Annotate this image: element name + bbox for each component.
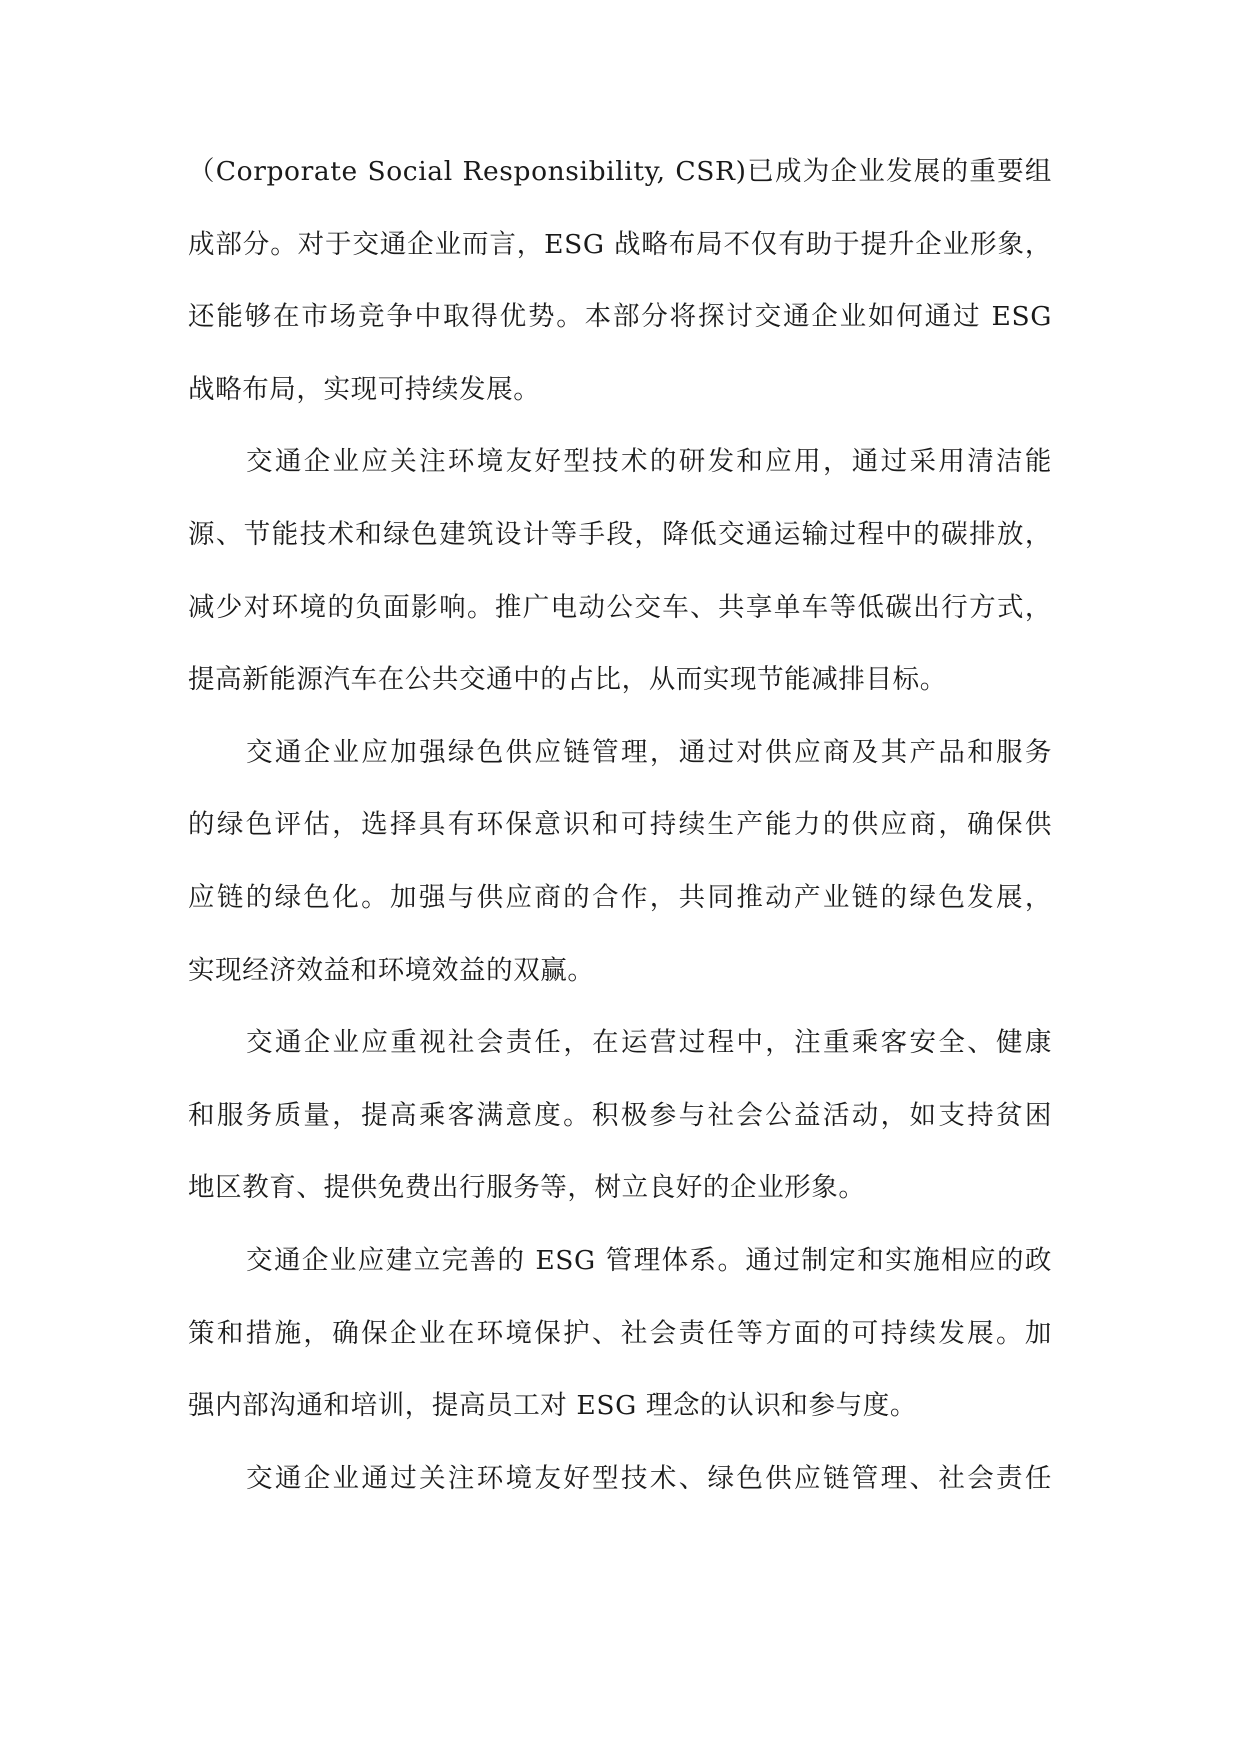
text-line: 实现经济效益和环境效益的双赢。 — [188, 954, 595, 986]
paragraph-first-line: 交通企业应关注环境友好型技术的研发和应用，通过采用清洁能 — [246, 446, 1052, 478]
text-line: 还能够在市场竞争中取得优势。本部分将探讨交通企业如何通过 ESG — [188, 301, 1052, 333]
text-line: 战略布局，实现可持续发展。 — [188, 373, 541, 405]
paragraph-first-line: 交通企业应加强绿色供应链管理，通过对供应商及其产品和服务 — [246, 736, 1052, 768]
text-line: 强内部沟通和培训，提高员工对 ESG 理念的认识和参与度。 — [188, 1390, 917, 1422]
text-line: 减少对环境的负面影响。推广电动公交车、共享单车等低碳出行方式， — [188, 591, 1052, 623]
paragraph-first-line: 交通企业通过关注环境友好型技术、绿色供应链管理、社会责任 — [246, 1462, 1052, 1494]
text-line: 提高新能源汽车在公共交通中的占比，从而实现节能减排目标。 — [188, 664, 947, 696]
text-line: （Corporate Social Responsibility, CSR)已成为企业发展的重要组 — [188, 156, 1052, 187]
document-body — [188, 146, 1052, 1525]
text-line: 的绿色评估，选择具有环保意识和可持续生产能力的供应商，确保供 — [188, 809, 1052, 841]
text-line: 和服务质量，提高乘客满意度。积极参与社会公益活动，如支持贫困 — [188, 1099, 1052, 1131]
paragraph-first-line: 交通企业应重视社会责任，在运营过程中，注重乘客安全、健康 — [246, 1027, 1052, 1059]
text-line: 应链的绿色化。加强与供应商的合作，共同推动产业链的绿色发展， — [188, 881, 1052, 913]
text-line: 成部分。对于交通企业而言，ESG 战略布局不仅有助于提升企业形象， — [188, 228, 1052, 260]
text-line: 地区教育、提供免费出行服务等，树立良好的企业形象。 — [188, 1172, 866, 1204]
paragraph-first-line: 交通企业应建立完善的 ESG 管理体系。通过制定和实施相应的政 — [246, 1244, 1052, 1276]
text-line: 源、节能技术和绿色建筑设计等手段，降低交通运输过程中的碳排放， — [188, 518, 1052, 550]
text-line: 策和措施，确保企业在环境保护、社会责任等方面的可持续发展。加 — [188, 1317, 1052, 1349]
